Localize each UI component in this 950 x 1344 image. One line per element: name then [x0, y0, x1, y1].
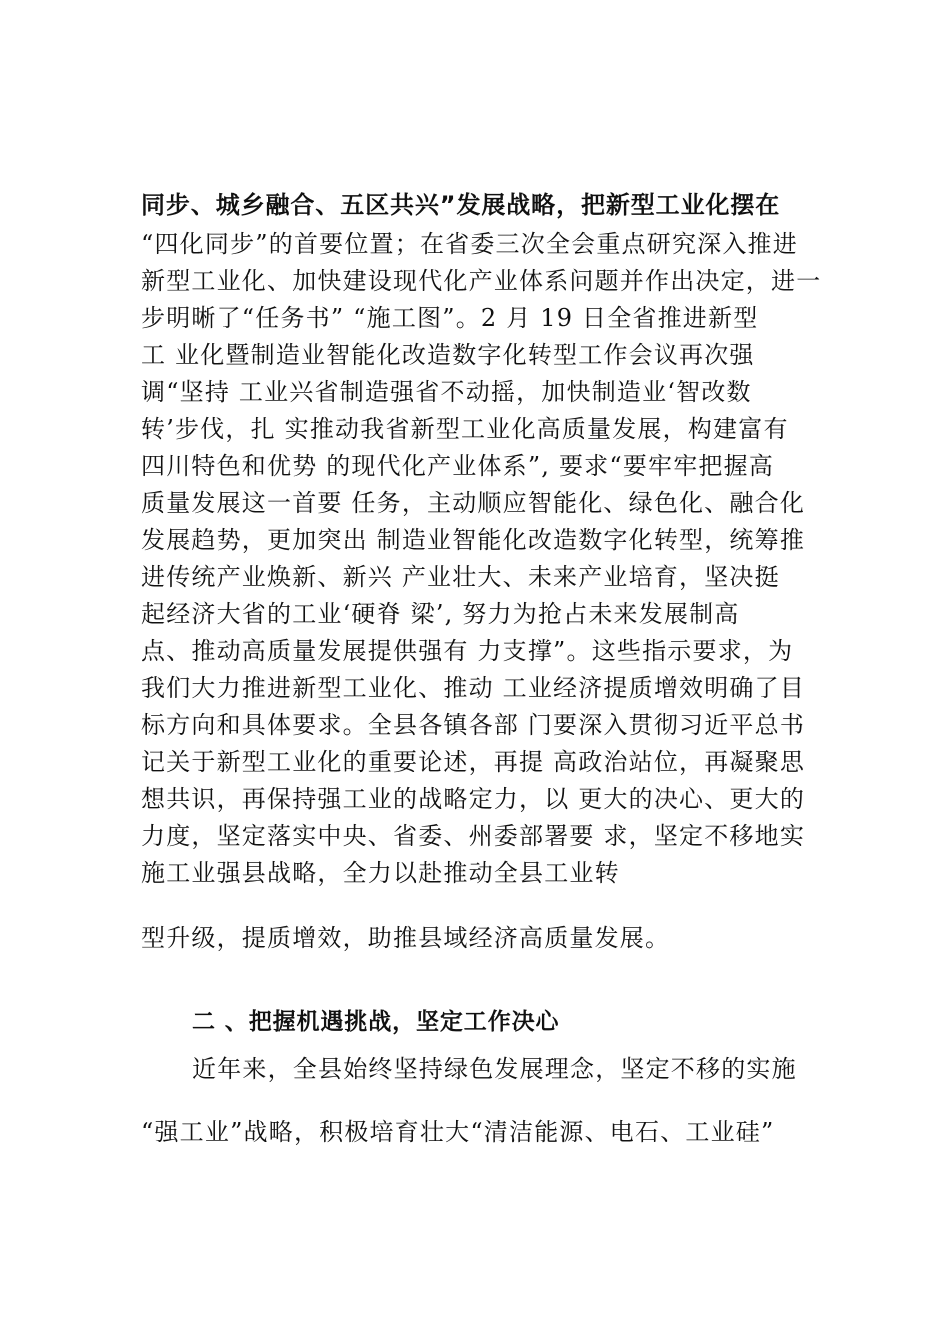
paragraph-line: 标方向和具体要求。全县各镇各部 门要深入贯彻习近平总书 [141, 711, 806, 739]
paragraph-line: 调“坚持 工业兴省制造强省不动摇，加快制造业‘智改数 [141, 378, 752, 406]
paragraph-line: 四川特色和优势 的现代化产业体系”, 要求“要牢牢把握高 [141, 452, 775, 480]
paragraph-line: 近年来，全县始终坚持绿色发展理念，坚定不移的实施 [192, 1055, 797, 1083]
paragraph-line: 进传统产业焕新、新兴 产业壮大、未来产业培育，坚决挺 [141, 563, 780, 591]
paragraph-line: 型升级，提质增效，助推县域经济高质量发展。 [141, 924, 671, 952]
paragraph-line: 施工业强县战略，全力以赴推动全县工业转 [141, 859, 620, 887]
paragraph-line: 新型工业化、加快建设现代化产业体系问题并作出决定，进一 [141, 267, 822, 295]
paragraph-line: 同步、城乡融合、五区共兴”发展战略，把新型工业化摆在 [141, 191, 781, 219]
paragraph-line: 起经济大省的工业‘硬脊 梁’, 努力为抢占未来发展制高 [141, 600, 740, 628]
paragraph-line: 工 业化暨制造业智能化改造数字化转型工作会议再次强 [141, 341, 755, 369]
paragraph-line: 转’步伐，扎 实推动我省新型工业化高质量发展，构建富有 [141, 415, 789, 443]
paragraph-line: 力度，坚定落实中央、省委、州委部署要 求，坚定不移地实 [141, 822, 806, 850]
paragraph-line: 点、推动高质量发展提供强有 力支撑”。这些指示要求，为 [141, 637, 794, 665]
paragraph-line: 记关于新型工业化的重要论述，再提 高政治站位，再凝聚思 [141, 748, 806, 776]
paragraph-line: 想共识，再保持强工业的战略定力，以 更大的决心、更大的 [141, 785, 806, 813]
paragraph-line: 质量发展这一首要 任务，主动顺应智能化、绿色化、融合化 [141, 489, 806, 517]
paragraph-line: 我们大力推进新型工业化、推动 工业经济提质增效明确了目 [141, 674, 806, 702]
paragraph-line: “强工业”战略，积极培育壮大“清洁能源、电石、工业硅” [141, 1118, 775, 1146]
paragraph-line: 步明晰了“任务书” “施工图”。2 月 19 日全省推进新型 [141, 304, 759, 332]
paragraph-line: 发展趋势，更加突出 制造业智能化改造数字化转型，统筹推 [141, 526, 806, 554]
section-heading: 二 、把握机遇挑战，坚定工作决心 [192, 1009, 560, 1035]
paragraph-line: “四化同步”的首要位置；在省委三次全会重点研究深入推进 [141, 230, 798, 258]
